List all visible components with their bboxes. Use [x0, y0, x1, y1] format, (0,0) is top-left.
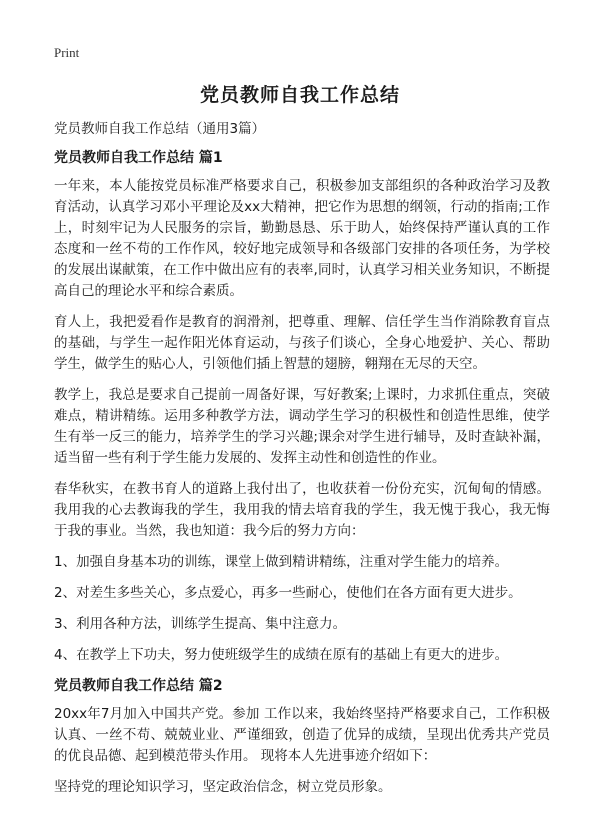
paragraph: 20xx年7月加入中国共产党。参加 工作以来，我始终坚持严格要求自己，工作积极认真、一丝不苟、兢兢业业、严谨细致，创造了优异的成绩，呈现出优秀共产党员的优良品德、起到模范带头作用。 现将本人先进事迹介绍如下： [54, 706, 550, 764]
paragraph: 春华秋实，在教书育人的道路上我付出了，也收获着一份份充实，沉甸甸的情感。我用我的心去教诲我的学生，我用我的情去培育我的学生，我无愧于我心，我无悔于我的事业。当然，我也知道：我今后的努力方向： [54, 481, 550, 539]
document-subtitle: 党员教师自我工作总结（通用3篇） [54, 121, 266, 137]
list-item: 2、对差生多些关心，多点爱心，再多一些耐心，使他们在各方面有更大进步。 [54, 585, 522, 601]
print-link[interactable]: Print [54, 45, 80, 60]
list-item: 4、在教学上下功夫，努力使班级学生的成绩在原有的基础上有更大的进步。 [54, 647, 509, 663]
section-heading-2: 党员教师自我工作总结 篇2 [54, 678, 223, 694]
section-heading-1: 党员教师自我工作总结 篇1 [54, 150, 223, 166]
paragraph: 一年来，本人能按党员标准严格要求自己，积极参加支部组织的各种政治学习及教育活动，认真学习邓小平理论及xx大精神，把它作为思想的纲领，行动的指南;工作上，时刻牢记为人民服务的宗旨，勤勤恳恳、乐于助人，始终保持严谨认真的工作态度和一丝不苟的工作作风，较好地完成领导和各级部门安排的各项任务，为学校的发展出谋献策，在工作中做出应有的表率,同时，认真学习相关业务知识，不断提高自己的理论水平和综合素质。 [54, 178, 550, 299]
list-item: 1、加强自身基本功的训练，课堂上做到精讲精练，注重对学生能力的培养。 [54, 554, 509, 570]
paragraph: 育人上，我把爱看作是教育的润滑剂，把尊重、理解、信任学生当作消除教育盲点的基础，与学生一起作阳光体育运动，与孩子们谈心，全身心地爱护、关心、帮助学生，做学生的贴心人，引领他们插上智慧的翅膀，翱翔在无尽的天空。 [54, 314, 550, 372]
page-title: 党员教师自我工作总结 [199, 84, 400, 106]
paragraph: 教学上，我总是要求自己提前一周备好课，写好教案;上课时，力求抓住重点，突破难点，精讲精练。运用多种教学方法，调动学生学习的积极性和创造性思维，使学生有举一反三的能力，培养学生的学习兴趣;课余对学生进行辅导，及时查缺补漏，适当留一些有利于学生能力发展的、发挥主动性和创造性的作业。 [54, 387, 550, 466]
paragraph: 坚持党的理论知识学习，坚定政治信念，树立党员形象。 [54, 779, 392, 795]
list-item: 3、利用各种方法，训练学生提高、集中注意力。 [54, 616, 347, 632]
document-body [54, 119, 550, 808]
